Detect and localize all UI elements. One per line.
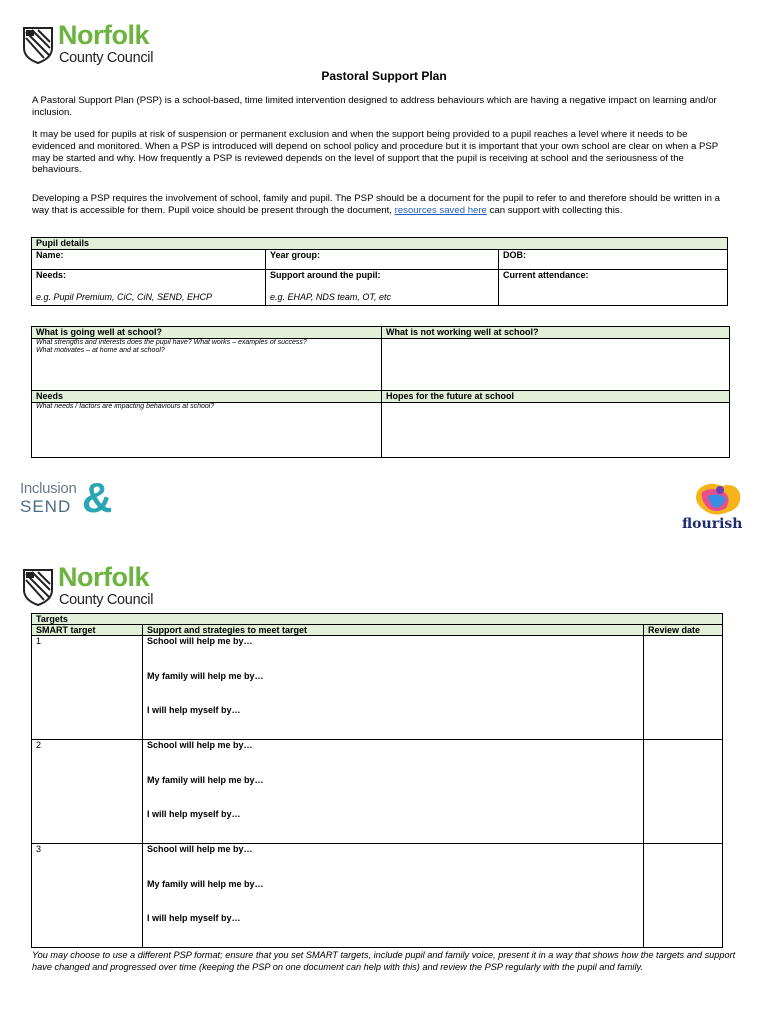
review-date-cell[interactable] (644, 740, 723, 844)
not-working-header: What is not working well at school? (382, 327, 730, 339)
going-well-hint-2: What motivates – at home and at school? (36, 347, 165, 354)
hopes-header: Hopes for the future at school (382, 391, 730, 403)
resources-link[interactable]: resources saved here (394, 204, 487, 216)
logo-subtitle: County Council (59, 592, 154, 608)
footnote: You may choose to use a different PSP format; ensure that you set SMART targets, include pupil and family voice, present it in a way that shows how the targets and support have changed and progressed over time (keeping the PSP on one document can help with this) and review the PSP regularly with the pupil and family. (32, 950, 736, 972)
table-row (32, 740, 723, 844)
attendance-field[interactable]: Current attendance: (499, 270, 728, 306)
hopes-cell[interactable] (382, 403, 730, 458)
targets-header: Targets (32, 614, 723, 625)
target-number[interactable]: 1 (32, 636, 143, 740)
crest-icon (22, 26, 54, 64)
support-label: Support around the pupil: (270, 270, 381, 280)
intro-paragraph-3-end: can support with collecting this. (489, 204, 623, 216)
needs-label: Needs: (36, 270, 67, 280)
needs-hint: What needs / factors are impacting behaviours at school? (36, 403, 215, 410)
support-strategies-header: Support and strategies to meet target (143, 625, 644, 636)
flourish-figure-icon (688, 480, 748, 520)
review-date-cell[interactable] (644, 844, 723, 948)
school-help-line: School will help me by… (147, 844, 253, 854)
going-well-hint-1: What strengths and interests does the pupil have? What works – examples of success? (36, 339, 307, 346)
support-example: e.g. EHAP, NDS team, OT, etc (270, 292, 392, 302)
support-field[interactable] (266, 270, 499, 306)
targets-table (31, 613, 723, 948)
school-help-line: School will help me by… (147, 740, 253, 750)
intro-paragraph-1: A Pastoral Support Plan (PSP) is a school-based, time limited intervention designed to address behaviours which are having a negative impact on learning and/or inclusion. (32, 95, 717, 118)
pupil-details-header: Pupil details (32, 238, 728, 250)
table-row (32, 844, 723, 948)
family-help-line: My family will help me by… (147, 671, 264, 681)
needs-cell[interactable] (32, 403, 382, 458)
needs-field[interactable] (32, 270, 266, 306)
self-help-line: I will help myself by… (147, 913, 241, 923)
inclusion-send-logo (20, 474, 130, 521)
crest-icon (22, 568, 54, 606)
not-working-cell[interactable] (382, 339, 730, 391)
support-cell[interactable] (143, 844, 644, 948)
going-well-cell[interactable] (32, 339, 382, 391)
intro-paragraph-3-text: Developing a PSP requires the involvement of school, family and pupil. The PSP should be a document for the pupil to refer to and therefore should be written in a way that is accessible for them. Pupil voice should be present through the document, (32, 193, 720, 216)
send-text: SEND (20, 497, 72, 516)
page-title: Pastoral Support Plan (321, 69, 447, 83)
ampersand-icon: & (82, 474, 113, 521)
support-cell[interactable] (143, 740, 644, 844)
norfolk-logo-page-2 (22, 562, 182, 614)
needs-example: e.g. Pupil Premium, CiC, CiN, SEND, EHCP (36, 292, 213, 302)
support-cell[interactable] (143, 636, 644, 740)
year-group-field[interactable]: Year group: (266, 250, 499, 270)
logo-name: Norfolk (58, 562, 149, 592)
school-help-line: School will help me by… (147, 636, 253, 646)
review-date-cell[interactable] (644, 636, 723, 740)
family-help-line: My family will help me by… (147, 775, 264, 785)
flourish-logo (680, 480, 750, 535)
norfolk-logo (22, 20, 182, 72)
smart-target-header: SMART target (32, 625, 143, 636)
self-help-line: I will help myself by… (147, 705, 241, 715)
inclusion-text: Inclusion (20, 480, 77, 497)
intro-paragraph-3 (32, 193, 732, 217)
target-number[interactable]: 2 (32, 740, 143, 844)
name-field[interactable]: Name: (32, 250, 266, 270)
wellbeing-table (31, 326, 730, 458)
table-row (32, 636, 723, 740)
going-well-header: What is going well at school? (32, 327, 382, 339)
intro-paragraph-2: It may be used for pupils at risk of suspension or permanent exclusion and when the support being provided to a pupil reaches a level where it needs to be evidenced and monitored. When a PSP is introduced will depend on school policy and procedure but it is important that your own school are clear on when a PSP may be started and why. How frequently a PSP is reviewed depends on the level of support that the pupil is receiving at school and the seriousness of the behaviours. (32, 129, 719, 176)
self-help-line: I will help myself by… (147, 809, 241, 819)
needs-header: Needs (32, 391, 382, 403)
review-date-header: Review date (644, 625, 723, 636)
logo-name: Norfolk (58, 20, 149, 50)
family-help-line: My family will help me by… (147, 879, 264, 889)
flourish-text: flourish (682, 516, 743, 532)
logo-subtitle: County Council (59, 50, 154, 66)
dob-field[interactable]: DOB: (499, 250, 728, 270)
pupil-details-table (31, 237, 728, 306)
target-number[interactable]: 3 (32, 844, 143, 948)
